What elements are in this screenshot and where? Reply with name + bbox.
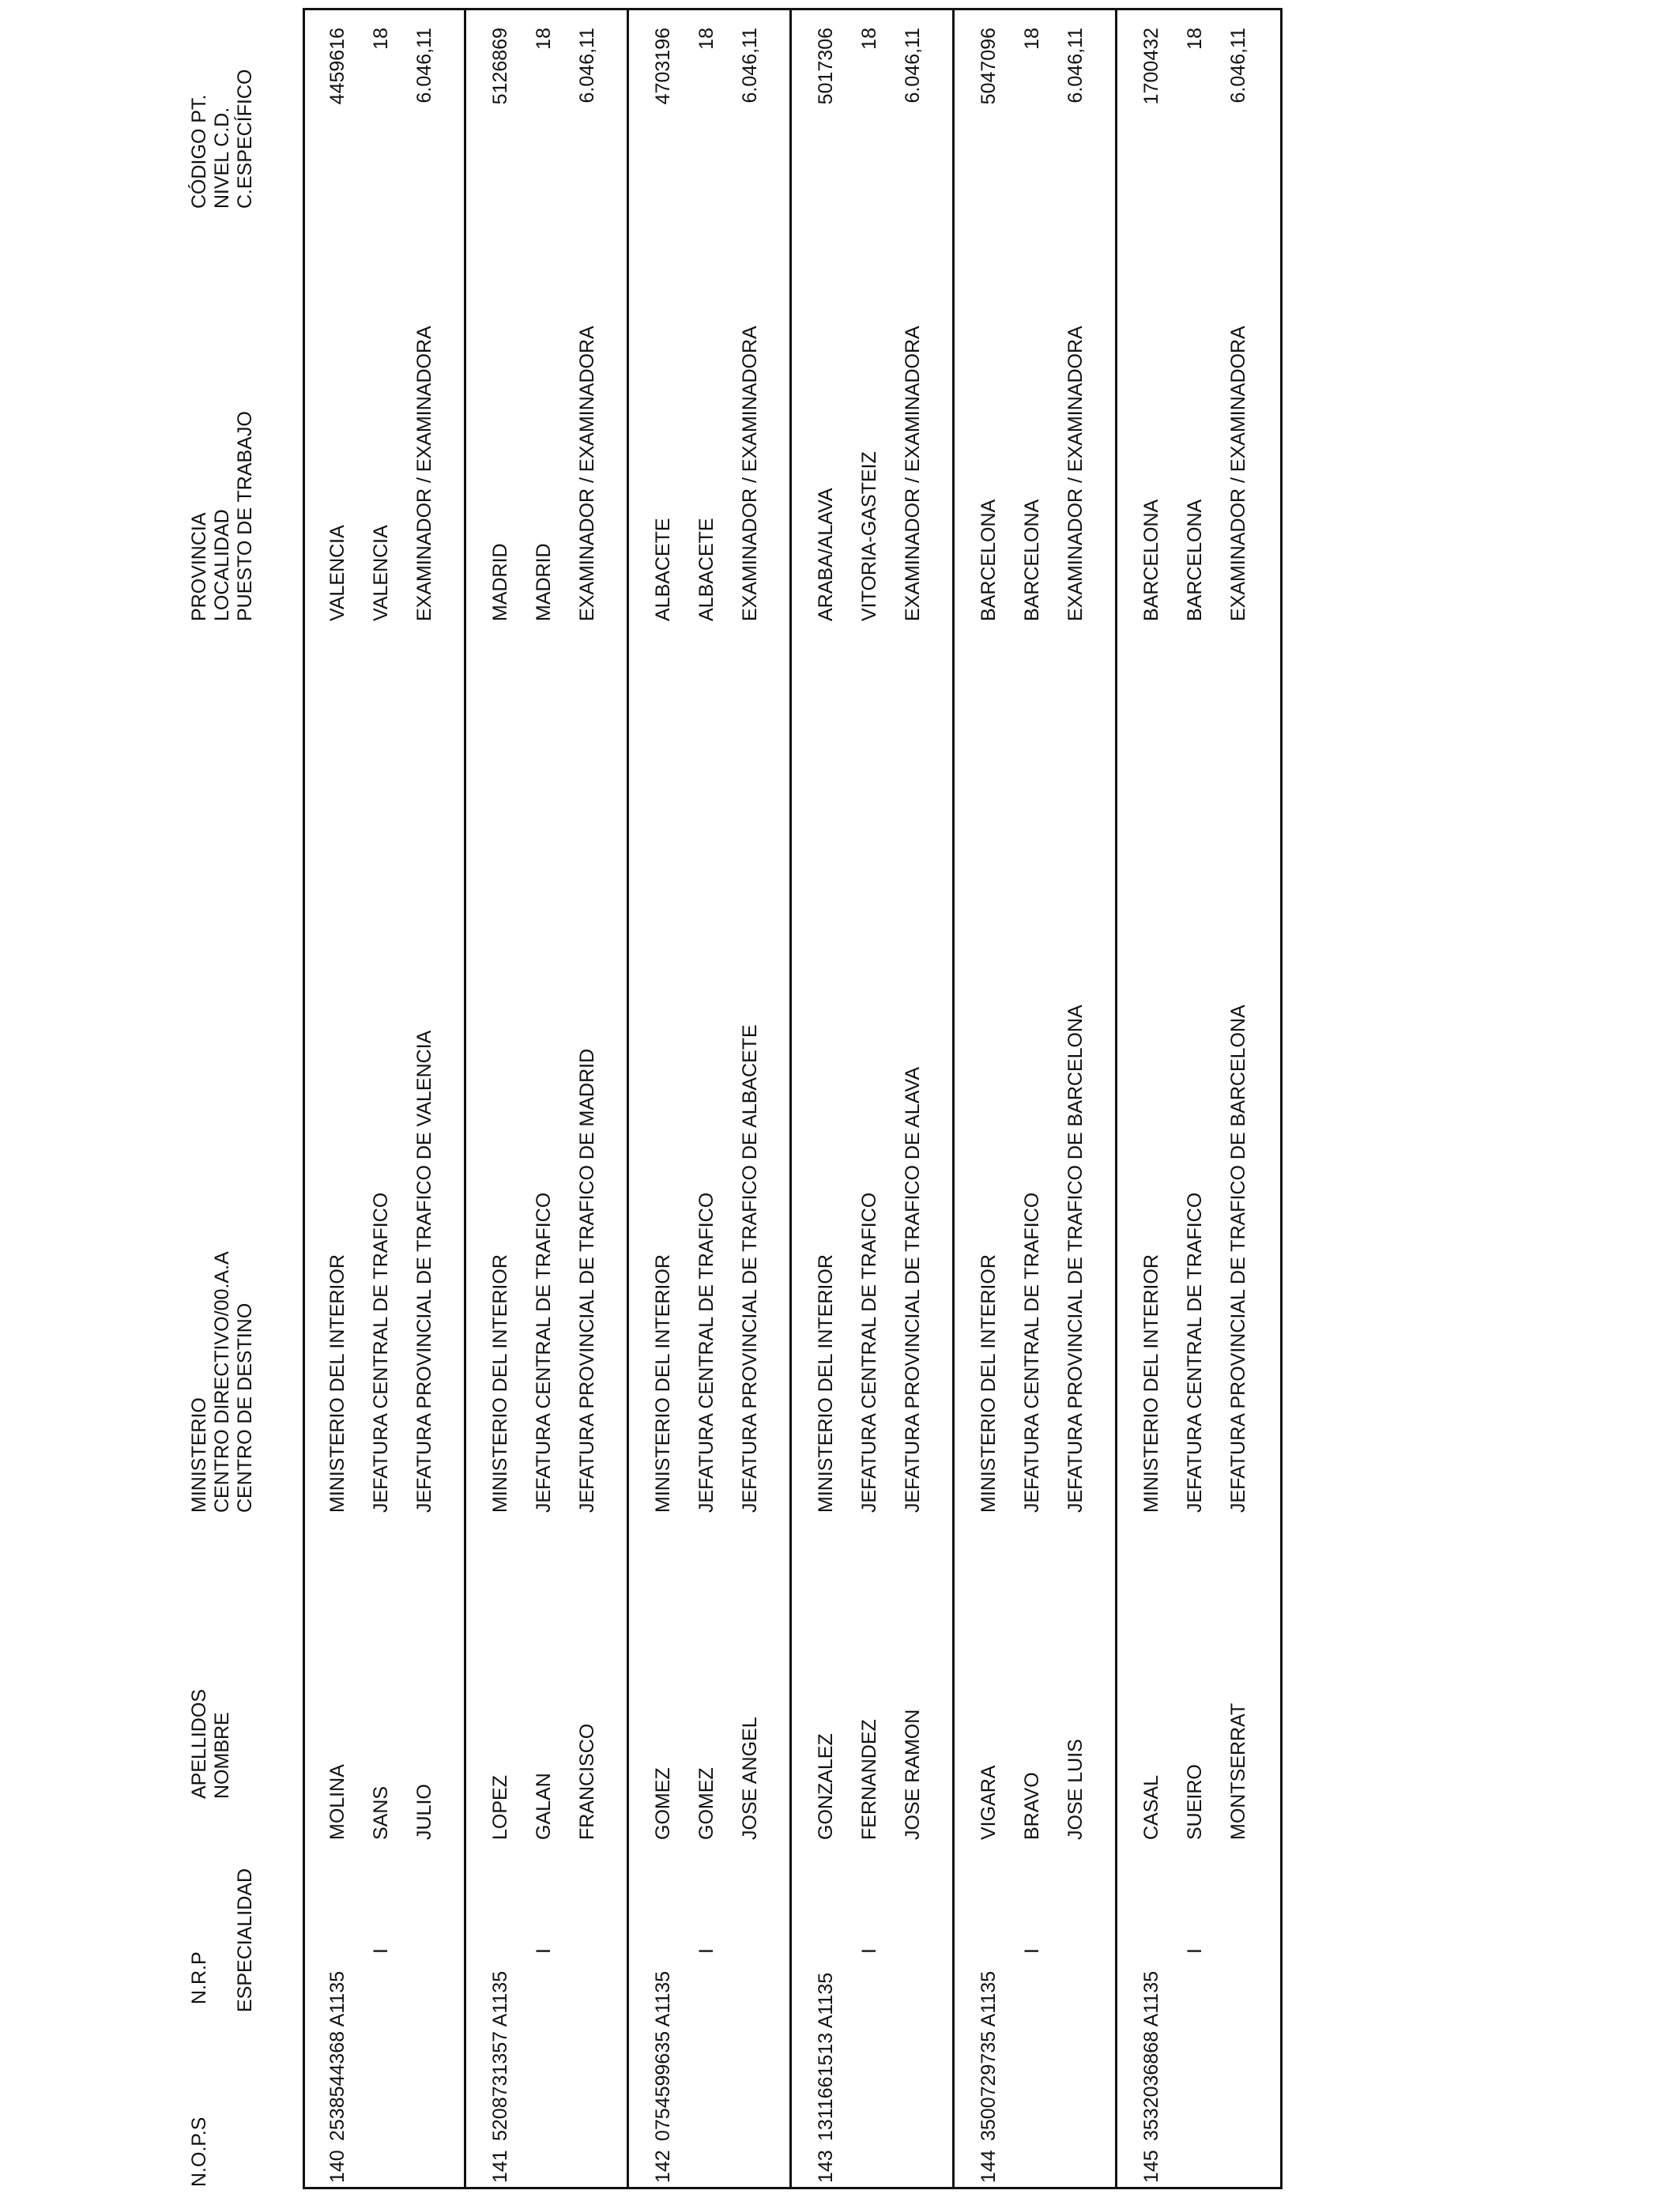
- nrp: 3500729735 A1135: [977, 1970, 1000, 2141]
- provincia: VALENCIA: [326, 525, 348, 621]
- apellido-1: MOLINA: [326, 1764, 348, 1840]
- header-col-codigo: [188, 70, 257, 209]
- header-col-apellidos: [188, 1689, 234, 1799]
- apellido-2: SANS: [370, 1785, 392, 1840]
- apellido-1: GONZALEZ: [815, 1733, 837, 1840]
- centro-directivo: JEFATURA CENTRAL DE TRAFICO: [1184, 1192, 1206, 1513]
- apellido-1: GOMEZ: [652, 1767, 674, 1840]
- ministerio: MINISTERIO DEL INTERIOR: [977, 1254, 1000, 1513]
- centro-destino: JEFATURA PROVINCIAL DE TRAFICO DE BARCELONA: [1064, 1005, 1087, 1513]
- header-ministerio: MINISTERIO: [188, 1397, 210, 1513]
- header-apellidos: APELLIDOS: [188, 1689, 210, 1799]
- nops: 144: [977, 2150, 1000, 2183]
- header-col-nops: [188, 2117, 211, 2187]
- header-codigo: CÓDIGO PT.: [188, 94, 210, 209]
- table-row: [1117, 8, 1279, 2189]
- codigo-pt: 5017306: [815, 28, 837, 105]
- nivel-cd: 18: [858, 28, 880, 50]
- table-row: [628, 8, 791, 2189]
- codigo-pt: 4703196: [652, 28, 674, 105]
- complemento-especifico: 6.046,11: [1064, 28, 1087, 104]
- ministerio: MINISTERIO DEL INTERIOR: [652, 1254, 674, 1513]
- apellido-2: FERNANDEZ: [858, 1719, 880, 1840]
- header-col-nrp: [188, 1868, 257, 2012]
- nops: 141: [489, 2150, 511, 2183]
- apellido-2: GALAN: [533, 1773, 555, 1840]
- header-nops: N.O.P.S: [188, 2117, 210, 2187]
- codigo-pt: 5047096: [977, 28, 1000, 105]
- centro-directivo: JEFATURA CENTRAL DE TRAFICO: [1021, 1192, 1043, 1513]
- table-row: [954, 8, 1117, 2189]
- puesto-trabajo: EXAMINADOR / EXAMINADORA: [902, 326, 924, 621]
- centro-directivo: JEFATURA CENTRAL DE TRAFICO: [695, 1192, 718, 1513]
- header-col-provincia: [188, 411, 257, 621]
- centro-destino: JEFATURA PROVINCIAL DE TRAFICO DE BARCELONA: [1227, 1005, 1249, 1513]
- nivel-cd: 18: [695, 28, 718, 50]
- apellido-2: SUEIRO: [1184, 1764, 1206, 1840]
- especialidad: I: [1184, 1948, 1206, 1954]
- nivel-cd: 18: [1184, 28, 1206, 50]
- ministerio: MINISTERIO DEL INTERIOR: [489, 1254, 511, 1513]
- nops: 140: [326, 2150, 348, 2183]
- nombre: JOSE ANGEL: [739, 1717, 761, 1840]
- nrp: 0754599635 A1135: [652, 1970, 674, 2141]
- centro-destino: JEFATURA PROVINCIAL DE TRAFICO DE MADRID: [576, 1048, 598, 1513]
- localidad: MADRID: [533, 543, 555, 621]
- puesto-trabajo: EXAMINADOR / EXAMINADORA: [1227, 326, 1249, 621]
- especialidad: I: [1021, 1948, 1043, 1954]
- nombre: MONTSERRAT: [1227, 1702, 1249, 1840]
- complemento-especifico: 6.046,11: [576, 28, 598, 104]
- localidad: BARCELONA: [1021, 499, 1043, 621]
- centro-directivo: JEFATURA CENTRAL DE TRAFICO: [858, 1192, 880, 1513]
- nops: 145: [1140, 2150, 1162, 2183]
- header-puesto: PUESTO DE TRABAJO: [234, 411, 256, 621]
- header-centro-destino: CENTRO DE DESTINO: [234, 1302, 256, 1513]
- provincia: ARABA/ALAVA: [815, 488, 837, 621]
- header-provincia: PROVINCIA: [188, 512, 210, 621]
- header-col-ministerio: [188, 1251, 257, 1513]
- nrp: 3532036868 A1135: [1140, 1970, 1162, 2141]
- complemento-especifico: 6.046,11: [413, 28, 435, 104]
- complemento-especifico: 6.046,11: [902, 28, 924, 104]
- header-localidad: LOCALIDAD: [211, 509, 233, 621]
- apellido-1: LOPEZ: [489, 1775, 511, 1840]
- ministerio: MINISTERIO DEL INTERIOR: [1140, 1254, 1162, 1513]
- centro-destino: JEFATURA PROVINCIAL DE TRAFICO DE ALAVA: [902, 1066, 924, 1513]
- centro-destino: JEFATURA PROVINCIAL DE TRAFICO DE ALBACETE: [739, 1024, 761, 1513]
- localidad: VITORIA-GASTEIZ: [858, 451, 880, 621]
- provincia: ALBACETE: [652, 518, 674, 621]
- header-nrp: N.R.P: [188, 1951, 210, 2004]
- header-especialidad: ESPECIALIDAD: [234, 1868, 256, 2012]
- localidad: ALBACETE: [695, 518, 718, 621]
- nops: 142: [652, 2150, 674, 2183]
- complemento-especifico: 6.046,11: [1227, 28, 1249, 104]
- header-nombre: NOMBRE: [211, 1712, 233, 1799]
- localidad: VALENCIA: [370, 525, 392, 621]
- provincia: MADRID: [489, 543, 511, 621]
- table-row: [303, 8, 465, 2189]
- ministerio: MINISTERIO DEL INTERIOR: [815, 1254, 837, 1513]
- puesto-trabajo: EXAMINADOR / EXAMINADORA: [739, 326, 761, 621]
- nombre: JOSE RAMON: [902, 1709, 924, 1840]
- localidad: BARCELONA: [1184, 499, 1206, 621]
- nombre: JULIO: [413, 1784, 435, 1840]
- nombre: JOSE LUIS: [1064, 1739, 1087, 1840]
- nombre: FRANCISCO: [576, 1723, 598, 1840]
- apellido-2: GOMEZ: [695, 1767, 718, 1840]
- puesto-trabajo: EXAMINADOR / EXAMINADORA: [576, 326, 598, 621]
- complemento-especifico: 6.046,11: [739, 28, 761, 104]
- apellido-1: VIGARA: [977, 1765, 1000, 1840]
- header-especifico: C.ESPECÍFICO: [234, 69, 256, 209]
- nrp: 5208731357 A1135: [489, 1970, 511, 2141]
- especialidad: I: [858, 1948, 880, 1954]
- provincia: BARCELONA: [977, 499, 1000, 621]
- centro-destino: JEFATURA PROVINCIAL DE TRAFICO DE VALENCIA: [413, 1030, 435, 1513]
- codigo-pt: 1700432: [1140, 28, 1162, 105]
- nivel-cd: 18: [370, 28, 392, 50]
- apellido-1: CASAL: [1140, 1775, 1162, 1840]
- table-row: [465, 8, 628, 2189]
- nrp: 2538544368 A1135: [326, 1970, 348, 2141]
- nrp: 1311661513 A1135: [815, 1972, 837, 2141]
- especialidad: I: [695, 1948, 718, 1954]
- provincia: BARCELONA: [1140, 499, 1162, 621]
- centro-directivo: JEFATURA CENTRAL DE TRAFICO: [370, 1192, 392, 1513]
- especialidad: I: [533, 1948, 555, 1954]
- puesto-trabajo: EXAMINADOR / EXAMINADORA: [1064, 326, 1087, 621]
- nivel-cd: 18: [533, 28, 555, 50]
- table-row: [791, 8, 954, 2189]
- ministerio: MINISTERIO DEL INTERIOR: [326, 1254, 348, 1513]
- apellido-2: BRAVO: [1021, 1772, 1043, 1840]
- nops: 143: [815, 2150, 837, 2183]
- codigo-pt: 4459616: [326, 28, 348, 105]
- header-centro-directivo: CENTRO DIRECTIVO/00.A.A: [211, 1251, 233, 1513]
- codigo-pt: 5126869: [489, 28, 511, 105]
- puesto-trabajo: EXAMINADOR / EXAMINADORA: [413, 326, 435, 621]
- centro-directivo: JEFATURA CENTRAL DE TRAFICO: [533, 1192, 555, 1513]
- nivel-cd: 18: [1021, 28, 1043, 50]
- header-nivel: NIVEL C.D.: [211, 107, 233, 209]
- especialidad: I: [370, 1948, 392, 1954]
